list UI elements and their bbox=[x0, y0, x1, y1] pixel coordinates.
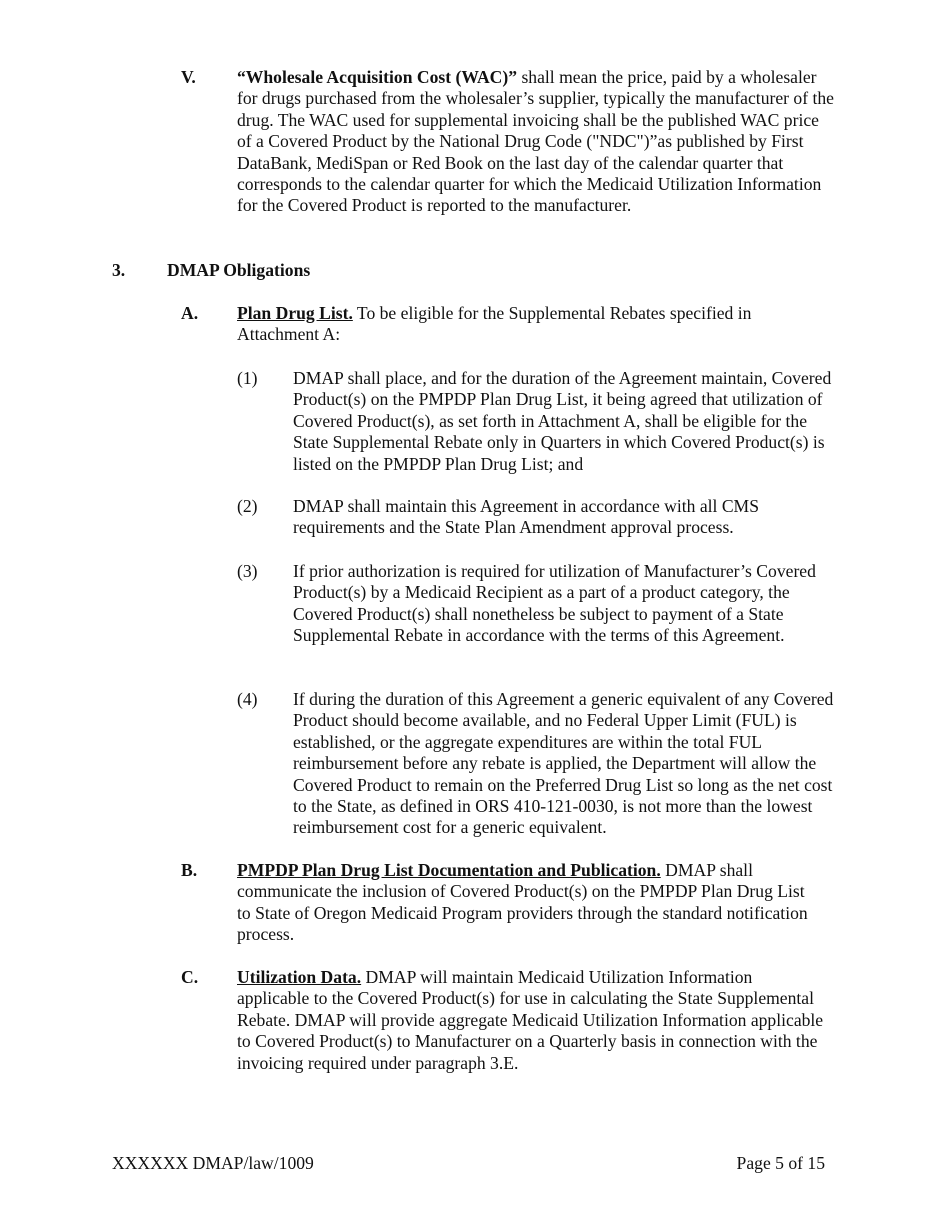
section-b-text: DMAP shall communicate the inclusion of Covered Product(s) on the PMPDP Plan Drug List to State of Oregon Medicaid Program providers through the standard notification process. bbox=[237, 860, 808, 945]
item-3-number: (3) bbox=[237, 561, 258, 581]
item-4-number: (4) bbox=[237, 689, 258, 709]
section-v-term: “Wholesale Acquisition Cost (WAC)” bbox=[237, 67, 518, 87]
section-c-paragraph bbox=[237, 967, 827, 1074]
item-2-number: (2) bbox=[237, 496, 258, 516]
section-3-title: DMAP Obligations bbox=[167, 260, 311, 280]
section-b-paragraph bbox=[237, 860, 822, 946]
item-1-number: (1) bbox=[237, 368, 258, 388]
section-a-paragraph bbox=[237, 303, 817, 346]
footer-page-number: Page 5 of 15 bbox=[736, 1153, 825, 1173]
footer-document-id: XXXXXX DMAP/law/1009 bbox=[112, 1153, 314, 1173]
section-a-heading: Plan Drug List. bbox=[237, 303, 353, 323]
item-1-text: DMAP shall place, and for the duration of the Agreement maintain, Covered Product(s) on the PMPDP Plan Drug List, it being agreed that utilization of Covered Product(s), as set forth in Attachment A, shall be eligible for the State Supplemental Rebate only in Quarters in which Covered Product(s) is listed on the PMPDP Plan Drug List; and bbox=[293, 368, 832, 474]
section-a-text: To be eligible for the Supplemental Rebates specified in Attachment A: bbox=[237, 303, 752, 345]
section-c-marker: C. bbox=[181, 967, 199, 987]
section-c-text: DMAP will maintain Medicaid Utilization Information applicable to the Covered Product(s) for use in calculating the State Supplemental Rebate. DMAP will provide aggregate Medicaid Utilization Information applicable to Covered Product(s) to Manufacturer on a Quarterly basis in connection with the invoicing required under paragraph 3.E. bbox=[237, 967, 824, 1073]
item-4-text: If during the duration of this Agreement a generic equivalent of any Covered Product should become available, and no Federal Upper Limit (FUL) is established, or the aggregate expenditures are within the total FUL reimbursement before any rebate is applied, the Department will allow the Covered Product to remain on the Preferred Drug List so long as the net cost to the State, as defined in ORS 410-121-0030, is not more than the lowest reimbursement cost for a generic equivalent. bbox=[293, 689, 834, 838]
section-v-marker: V. bbox=[181, 67, 196, 87]
item-2-text: DMAP shall maintain this Agreement in accordance with all CMS requirements and the State Plan Amendment approval process. bbox=[293, 496, 759, 538]
section-v-text: shall mean the price, paid by a wholesaler for drugs purchased from the wholesaler’s supplier, typically the manufacturer of the drug. The WAC used for supplemental invoicing shall be the published WAC price of a Covered Product by the National Drug Code ("NDC")”as published by First DataBank, MediSpan or Red Book on the last day of the calendar quarter that corresponds to the calendar quarter for which the Medicaid Utilization Information for the Covered Product is reported to the manufacturer. bbox=[237, 67, 834, 216]
section-3-number: 3. bbox=[112, 260, 126, 280]
item-3-text: If prior authorization is required for utilization of Manufacturer’s Covered Product(s) by a Medicaid Recipient as a part of a product category, the Covered Product(s) shall nonetheless be subject to payment of a State Supplemental Rebate in accordance with the terms of this Agreement. bbox=[293, 561, 816, 646]
section-c-heading: Utilization Data. bbox=[237, 967, 362, 987]
section-b-marker: B. bbox=[181, 860, 198, 880]
section-v-paragraph bbox=[237, 67, 837, 217]
section-b-heading: PMPDP Plan Drug List Documentation and Publication. bbox=[237, 860, 661, 880]
section-a-marker: A. bbox=[181, 303, 199, 323]
